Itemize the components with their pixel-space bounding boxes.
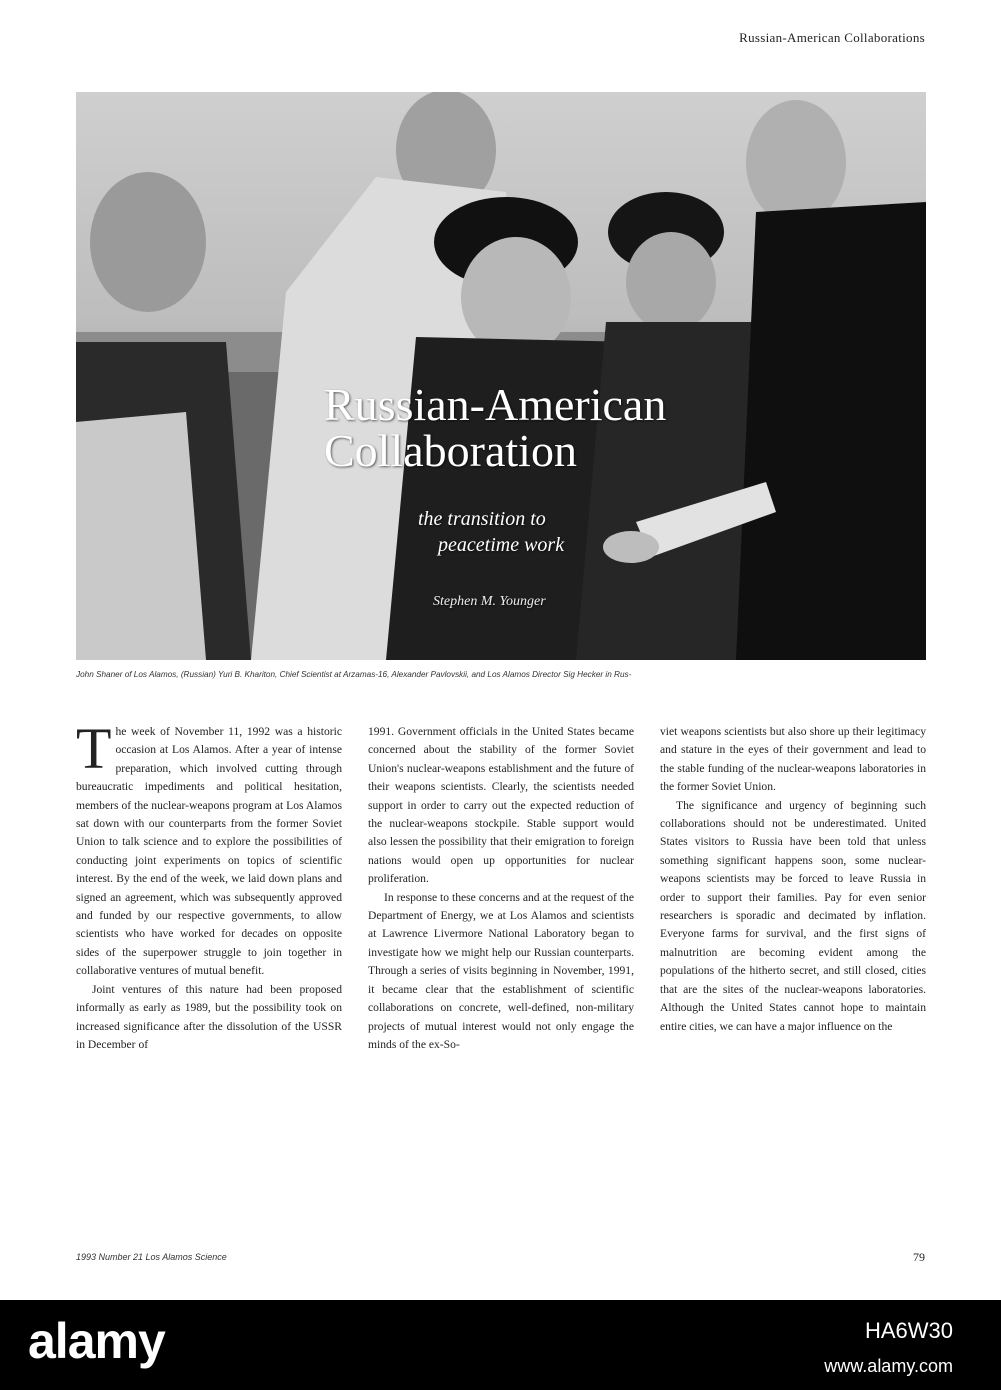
- article-subtitle: [418, 506, 564, 558]
- article-title: [324, 379, 884, 476]
- subtitle-line-1: the transition to: [418, 508, 546, 530]
- paragraph: The week of November 11, 1992 was a historic occasion at Los Alamos. After a year of intense preparation, which involved cutting through bureaucratic impediments and political hesitation, members of the nuclear-weapons program at Los Alamos sat down with our counterparts from the former Soviet Union to talk science and to explore the possibilities of conducting joint experiments on topics of scientific interest. By the end of the week, we laid down plans and signed an agreement, which was subsequently approved and funded by our respective governments, to allow scientists who have worked for decades on opposite sides of the superpower struggle to join together in collaborative ventures of mutual benefit.: [76, 723, 342, 978]
- body-column-2: [368, 723, 634, 1248]
- photo-illustration: [76, 92, 926, 660]
- body-column-1: [76, 723, 342, 1248]
- title-line-1: Russian-American: [324, 379, 667, 430]
- drop-cap: T: [76, 723, 112, 781]
- footer-issue: 1993 Number 21 Los Alamos Science: [76, 1252, 227, 1262]
- paragraph: 1991. Government officials in the United States became concerned about the stability of the former Soviet Union's nuclear-weapons establishment and the future of their weapons scientists. Clearly, the scientists needed support in order to carry out the expected reduction of the nuclear-weapons stockpile. Stable support would also lessen the possibility that their emigration to foreign nations would open up opportunities for nuclear proliferation.: [368, 725, 634, 886]
- paragraph: Joint ventures of this nature had been proposed informally as early as 1989, but the possibility took on increased significance after the dissolution of the USSR in December of: [76, 982, 342, 1051]
- subtitle-line-2: peacetime work: [438, 534, 565, 556]
- paragraph: In response to these concerns and at the request of the Department of Energy, we at Los Alamos and scientists at Lawrence Livermore National Laboratory began to investigate how we might help our Russian counterparts. Through a series of visits beginning in November, 1991, it became clear that the establishment of scientific collaborations on concrete, well-defined, non-military projects of mutual interest would not only engage the minds of the ex-So-: [368, 890, 634, 1051]
- paragraph: viet weapons scientists but also shore up their legitimacy and stature in the eyes of their government and lead to the stable funding of the nuclear-weapons laboratories in the former Soviet Union.: [660, 725, 926, 794]
- article-body: [76, 723, 926, 1248]
- running-head: Russian-American Collaborations: [739, 30, 925, 45]
- watermark-url: www.alamy.com: [824, 1356, 953, 1376]
- photo-caption: John Shaner of Los Alamos, (Russian) Yuri B. Khariton, Chief Scientist at Arzamas-16, Alexander Pavlovskii, and Los Alamos Director Sig Hecker in Rus-: [76, 670, 632, 679]
- title-line-2: Collaboration: [324, 425, 577, 476]
- page-number: 79: [913, 1250, 925, 1264]
- body-column-3: [660, 723, 926, 1248]
- alamy-logo: alamy: [28, 1313, 165, 1369]
- article-photo: [76, 92, 926, 660]
- image-id: HA6W30: [864, 1318, 953, 1343]
- article-byline: Stephen M. Younger: [433, 594, 546, 609]
- paragraph: The significance and urgency of beginning such collaborations should not be underestimated. United States visitors to Russia have been told that unless something significant happens soon, some nuclear-weapons scientists may be forced to leave Russia in order to support their families. Pay for even senior researchers is sporadic and decimated by inflation. Everyone farms for survival, and the first signs of malnutrition are becoming evident among the populations of the hitherto secret, and still closed, cities that are the sites of the nuclear-weapons laboratories. Although the United States cannot hope to maintain entire cities, we can have a major influence on the: [660, 798, 926, 1033]
- watermark-bar: [0, 1300, 1001, 1390]
